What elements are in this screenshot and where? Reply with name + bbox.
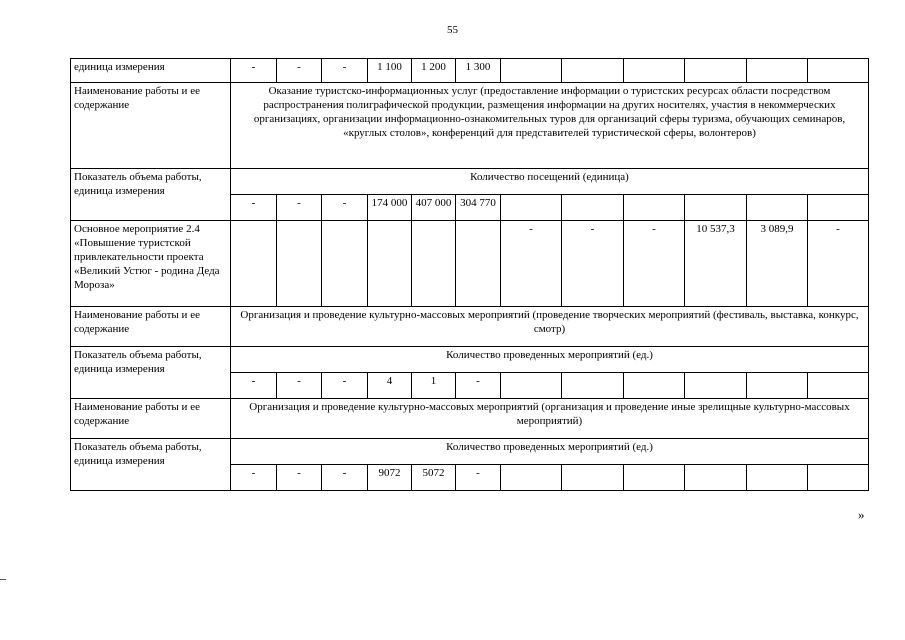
table-cell bbox=[412, 221, 456, 307]
table-row bbox=[71, 59, 869, 83]
work-description: Организация и проведение культурно-массовых мероприятий (организация и проведение иные зрелищные культурно-массовых мероприятий) bbox=[231, 399, 869, 439]
table-cell bbox=[277, 221, 322, 307]
table-cell: - bbox=[231, 59, 277, 83]
table-cell: 4 bbox=[368, 373, 412, 399]
table-cell: - bbox=[808, 221, 869, 307]
table-cell: - bbox=[231, 373, 277, 399]
table-row bbox=[71, 399, 869, 439]
table-cell bbox=[368, 221, 412, 307]
table-cell: - bbox=[624, 221, 685, 307]
table-cell: 174 000 bbox=[368, 195, 412, 221]
row-label: Показатель объема работы, единица измерения bbox=[71, 347, 231, 399]
table-cell: - bbox=[501, 221, 562, 307]
table-cell: 1 300 bbox=[456, 59, 501, 83]
table-cell: - bbox=[231, 195, 277, 221]
table-cell bbox=[747, 465, 808, 491]
table-row bbox=[71, 221, 869, 307]
table-cell bbox=[808, 465, 869, 491]
table-cell bbox=[501, 195, 562, 221]
table-cell: - bbox=[231, 465, 277, 491]
table-cell bbox=[501, 465, 562, 491]
table-cell bbox=[562, 195, 624, 221]
table-cell bbox=[808, 195, 869, 221]
table-cell bbox=[501, 59, 562, 83]
row-label: Основное мероприятие 2.4 «Повышение туристской привлекательности проекта «Великий Устюг - родина Деда Мороза» bbox=[71, 221, 231, 307]
table-cell: 1 100 bbox=[368, 59, 412, 83]
table-cell bbox=[685, 59, 747, 83]
table-cell: 10 537,3 bbox=[685, 221, 747, 307]
table-row bbox=[71, 347, 869, 373]
table-cell: - bbox=[562, 221, 624, 307]
table-cell: - bbox=[322, 465, 368, 491]
table-cell: 3 089,9 bbox=[747, 221, 808, 307]
table-row bbox=[71, 169, 869, 195]
table-cell: 5072 bbox=[412, 465, 456, 491]
row-label: Наименование работы и ее содержание bbox=[71, 83, 231, 169]
work-description: Оказание туристско-информационных услуг (предоставление информации о туристских ресурсах области посредством распространения полиграфической продукции, размещения информации на других носителях, участия в некоммерческих организациях, организации информационно-ознакомительных туров для организаций сферы туризма, обучающих семинаров, «круглых столов», конференций для представителей туристической сферы, волонтеров) bbox=[231, 83, 869, 169]
table-cell: - bbox=[456, 373, 501, 399]
table-row bbox=[71, 83, 869, 169]
table-cell: - bbox=[322, 59, 368, 83]
table-cell bbox=[562, 465, 624, 491]
table-cell: - bbox=[322, 195, 368, 221]
table-cell bbox=[685, 195, 747, 221]
measure-name: Количество проведенных мероприятий (ед.) bbox=[231, 347, 869, 373]
edge-tick bbox=[0, 579, 6, 580]
table-cell bbox=[231, 221, 277, 307]
table-cell bbox=[747, 195, 808, 221]
row-label: Наименование работы и ее содержание bbox=[71, 307, 231, 347]
table-cell bbox=[747, 59, 808, 83]
table-cell bbox=[624, 195, 685, 221]
table-cell bbox=[685, 373, 747, 399]
table-cell: - bbox=[322, 373, 368, 399]
row-label: Показатель объема работы, единица измерения bbox=[71, 439, 231, 491]
table-cell bbox=[624, 373, 685, 399]
row-label: Наименование работы и ее содержание bbox=[71, 399, 231, 439]
table-cell bbox=[685, 465, 747, 491]
table-cell: 1 200 bbox=[412, 59, 456, 83]
table-cell bbox=[808, 59, 869, 83]
work-description: Организация и проведение культурно-массовых мероприятий (проведение творческих мероприятий (фестиваль, выставка, конкурс, смотр) bbox=[231, 307, 869, 347]
measure-name: Количество посещений (единица) bbox=[231, 169, 869, 195]
row-label: Показатель объема работы, единица измерения bbox=[71, 169, 231, 221]
table-cell bbox=[562, 59, 624, 83]
table-cell bbox=[624, 59, 685, 83]
table-cell: - bbox=[277, 373, 322, 399]
table-row bbox=[71, 307, 869, 347]
page-number: 55 bbox=[447, 24, 458, 36]
table-cell bbox=[501, 373, 562, 399]
closing-quote-mark: » bbox=[858, 507, 865, 522]
table-cell: - bbox=[456, 465, 501, 491]
table-cell: 304 770 bbox=[456, 195, 501, 221]
table-cell: 1 bbox=[412, 373, 456, 399]
table-cell bbox=[562, 373, 624, 399]
table-cell: - bbox=[277, 59, 322, 83]
table-cell bbox=[624, 465, 685, 491]
measure-name: Количество проведенных мероприятий (ед.) bbox=[231, 439, 869, 465]
table-cell bbox=[456, 221, 501, 307]
table-cell: 9072 bbox=[368, 465, 412, 491]
table-cell bbox=[808, 373, 869, 399]
table-cell bbox=[322, 221, 368, 307]
table-cell: - bbox=[277, 195, 322, 221]
budget-table bbox=[70, 58, 869, 491]
table-cell bbox=[747, 373, 808, 399]
row-label: единица измерения bbox=[71, 59, 231, 83]
table-cell: - bbox=[277, 465, 322, 491]
table-row bbox=[71, 439, 869, 465]
table-cell: 407 000 bbox=[412, 195, 456, 221]
